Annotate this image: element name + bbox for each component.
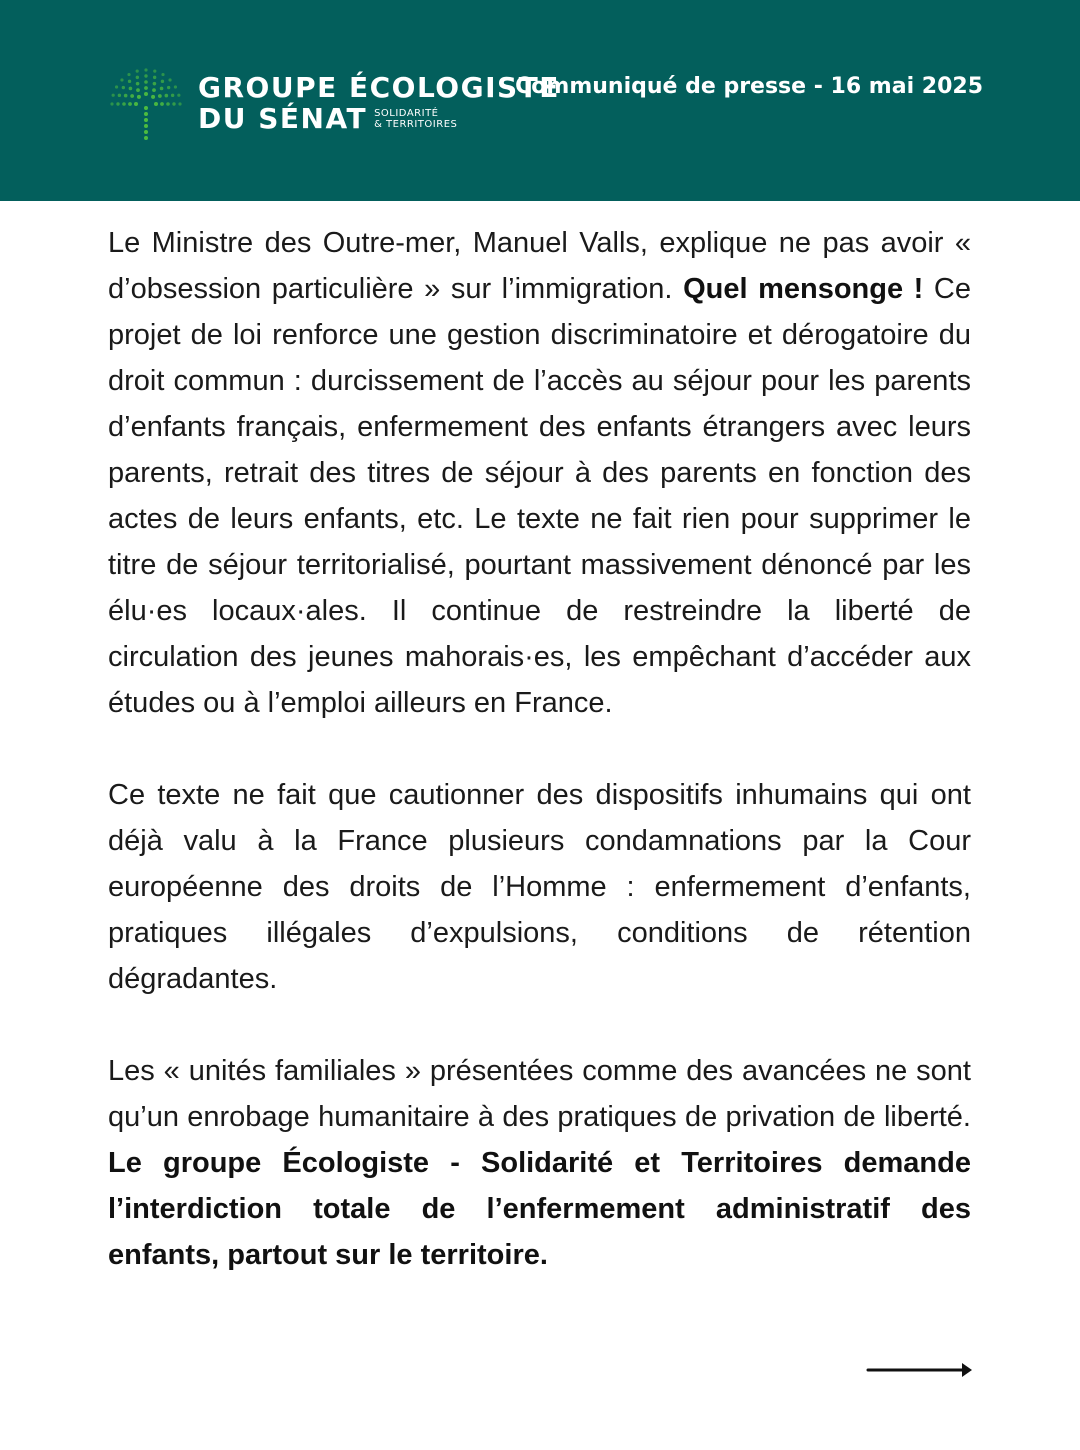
logo-dot [168,78,171,81]
logo-dot [144,92,148,96]
logo-stem-dot [144,124,148,128]
logo-stem-dot [144,106,148,110]
logo-dot [178,102,181,105]
logo-dot [136,76,139,79]
paragraph-1-emphasis: Quel mensonge ! [683,273,924,305]
logo-dot [166,102,170,106]
paragraph-1 [108,220,971,726]
group-logo [108,66,560,140]
paragraph-3 [108,1048,971,1278]
logo-dot [160,102,164,106]
logo-stem-dot [144,118,148,122]
logo-dot [136,82,140,86]
logo-dot [122,102,126,106]
logo-dot [167,86,170,89]
logo-dot [151,95,155,99]
logo-dot [161,80,164,83]
logo-dot [130,94,134,98]
logo-dot [152,88,156,92]
logo-dot [122,86,125,89]
paragraph-1-text-a: Le Ministre des Outre-mer, Manuel Valls, explique ne pas avoir « d’obsession particulière » sur l’immigration. [108,227,971,305]
logo-dot [116,102,119,105]
logo-dot [161,73,164,76]
logo-title-line2: DU SÉNAT [198,102,368,135]
logo-subtitle-line1: SOLIDARITÉ [374,108,439,119]
logo-dot [154,102,158,106]
logo-dot [127,73,130,76]
press-release-body [108,220,971,1278]
logo-dot [172,102,175,105]
logo-dot [153,76,156,79]
logo-dot [136,70,139,73]
logo-stem-dot [144,136,148,140]
logo-dot [128,80,131,83]
logo-dot [124,94,128,98]
logo-title-line2-row [198,104,560,134]
logo-dot [153,82,157,86]
logo-dot [144,74,147,77]
header-banner [0,0,1080,201]
logo-stem-dot [144,130,148,134]
press-release-date: Communiqué de presse - 16 mai 2025 [515,74,983,99]
logo-dot [137,95,141,99]
logo-subtitle [374,108,457,130]
logo-dot [165,94,169,98]
hemicycle-logo-icon [108,66,184,140]
logo-dot [177,94,180,97]
logo-wordmark [198,72,560,134]
logo-dot [115,85,118,88]
logo-dot [112,94,115,97]
logo-subtitle-line2: & TERRITOIRES [374,119,458,130]
logo-dot [120,78,123,81]
logo-dot [171,94,174,97]
logo-dot [144,86,148,90]
paragraph-3-emphasis: Le groupe Écologiste - Solidarité et Territoires demande l’interdiction totale de l’enfermement administratif des enfants, partout sur le territoire. [108,1147,971,1271]
logo-title-line1: GROUPE ÉCOLOGISTE [198,71,560,104]
arrow-right-icon[interactable] [866,1360,974,1380]
paragraph-2: Ce texte ne fait que cautionner des dispositifs inhumains qui ont déjà valu à la France plusieurs condamnations par la Cour européenne des droits de l’Homme : enfermement d’enfants, pratiques illégales d’expulsions, conditions de rétention dégradantes. [108,779,971,995]
logo-dot [128,102,132,106]
logo-dot [153,70,156,73]
logo-stem-dot [144,112,148,116]
logo-dot [144,80,148,84]
paragraph-3-text-a: Les « unités familiales » présentées comme des avancées ne sont qu’un enrobage humanitaire à des pratiques de privation de liberté. [108,1055,971,1133]
paragraph-1-text-b: Ce projet de loi renforce une gestion discriminatoire et dérogatoire du droit commun : durcissement de l’accès au séjour pour les parents d’enfants français, enfermement des enfants étrangers avec leurs parents, retrait des titres de séjour à des parents en fonction des actes de leurs enfants, etc. Le texte ne fait rien pour supprimer le titre de séjour territorialisé, pourtant massivement dénoncé par les élu·es locaux·ales. Il continue de restreindre la liberté de circulation des jeunes mahorais·es, les empêchant d’accéder aux études ou à l’emploi ailleurs en France. [108,273,971,719]
logo-dot [134,102,138,106]
logo-dot [144,68,147,71]
logo-dot [118,94,121,97]
logo-dot [136,88,140,92]
logo-dot [174,85,177,88]
logo-dot [129,87,133,91]
logo-dot [110,102,113,105]
logo-dot [158,94,162,98]
logo-dot [160,87,164,91]
